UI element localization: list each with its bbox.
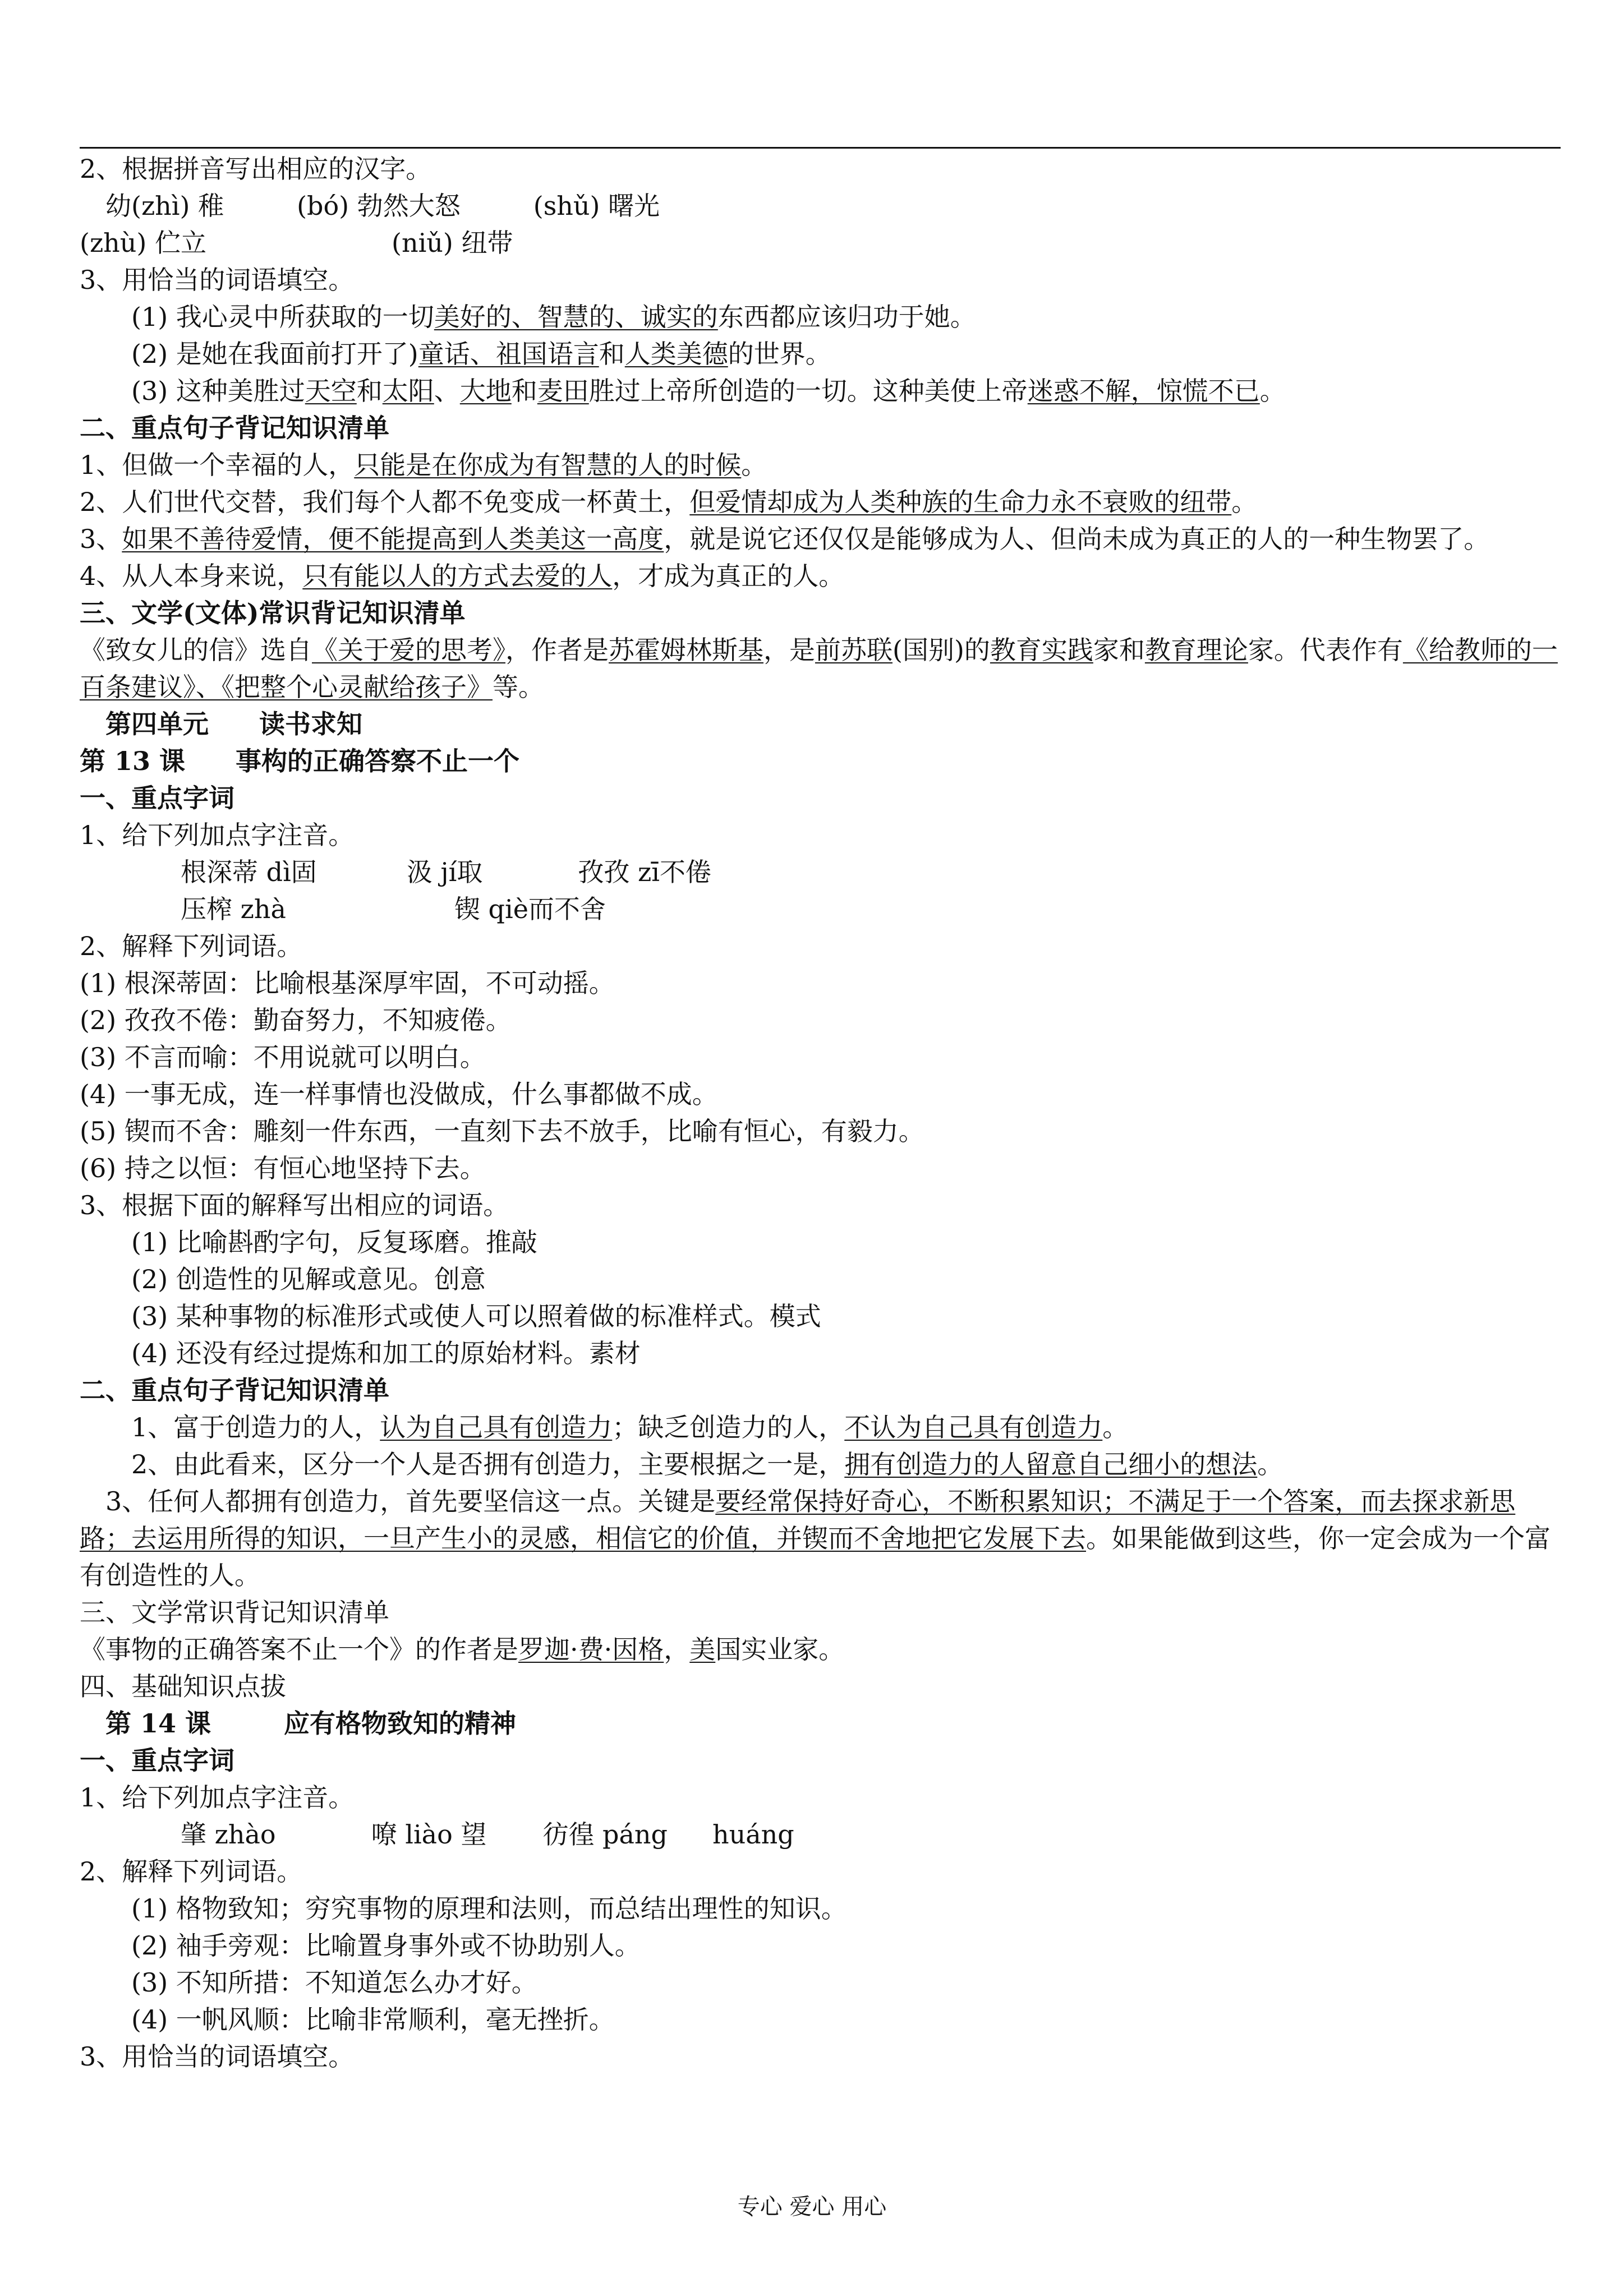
text: ， bbox=[664, 1634, 690, 1665]
answer: 苏霍姆林斯基 bbox=[609, 635, 763, 665]
definition-item: (5) 锲而不舍：雕刻一件东西，一直刻下去不放手，比喻有恒心，有毅力。 bbox=[80, 1116, 924, 1146]
text: ，作者是 bbox=[505, 635, 609, 665]
definition-item: (2) 孜孜不倦：勤奋努力，不知疲倦。 bbox=[80, 1005, 512, 1035]
answer: 太阳 bbox=[382, 376, 434, 406]
fill-item bbox=[80, 298, 1561, 335]
text: ，就是说它还仅仅是能够成为人、但尚未成为真正的人的一种生物罢了。 bbox=[664, 524, 1490, 554]
pinyin-item: 孜孜 zī不倦 bbox=[578, 857, 711, 887]
text: 《事物的正确答案不止一个》的作者是 bbox=[80, 1634, 518, 1665]
text: 的世界。 bbox=[728, 339, 831, 369]
pinyin-item: huáng bbox=[712, 1819, 794, 1850]
question-title: 3、用恰当的词语填空。 bbox=[80, 265, 355, 295]
answer: 只有能以人的方式去爱的人 bbox=[302, 561, 613, 591]
key-sentence bbox=[80, 1483, 1561, 1594]
lesson-number: 第 13 课 bbox=[80, 746, 186, 776]
question-title: 2、解释下列词语。 bbox=[80, 931, 303, 961]
text: 东西都应该归功于她。 bbox=[717, 302, 976, 332]
answer: 拥有创造力的人留意自己细小的想法 bbox=[844, 1449, 1258, 1479]
question-title: 2、解释下列词语。 bbox=[80, 1856, 303, 1887]
text: 。 bbox=[1257, 1449, 1283, 1479]
section-heading: 一、重点字词 bbox=[80, 1745, 234, 1776]
text: 国实业家。 bbox=[715, 1634, 845, 1665]
answer: 《给教师的一百条建议》、《把整个心灵献给孩子》 bbox=[80, 635, 1558, 702]
answer: 如果不善待爱情，便不能提高到人类美这一高度 bbox=[122, 524, 664, 554]
text: ，是 bbox=[763, 635, 815, 665]
key-sentence bbox=[80, 1446, 1561, 1483]
pinyin-item: 压榨 zhà bbox=[181, 894, 286, 924]
pinyin-item: (bó) 勃然大怒 bbox=[297, 191, 461, 221]
pinyin-item: 根深蒂 dì固 bbox=[181, 857, 317, 887]
text: 。 bbox=[1102, 1412, 1129, 1442]
text: 。 bbox=[1259, 376, 1286, 406]
text: (2) 是她在我面前打开了) bbox=[131, 339, 418, 369]
definition-item: (2) 袖手旁观：比喻置身事外或不协助别人。 bbox=[131, 1930, 641, 1961]
text: 、 bbox=[434, 376, 460, 406]
text: 胜过上帝所创造的一切。这种美使上帝 bbox=[588, 376, 1028, 406]
pinyin-item: 肇 zhào bbox=[181, 1819, 276, 1850]
lesson-name: 应有格物致知的精神 bbox=[284, 1708, 517, 1739]
answer: 认为自己具有创造力 bbox=[380, 1412, 613, 1442]
pinyin-item: 锲 qiè而不舍 bbox=[454, 894, 606, 924]
section-heading: 四、基础知识点拔 bbox=[80, 1671, 286, 1702]
definition-item: (6) 持之以恒：有恒心地坚持下去。 bbox=[80, 1153, 486, 1183]
pinyin-row bbox=[80, 891, 1561, 928]
literature-note bbox=[80, 1631, 1561, 1668]
definition-item: (3) 不知所措：不知道怎么办才好。 bbox=[131, 1967, 537, 1998]
document-body bbox=[80, 150, 1561, 2075]
question-title: 1、给下列加点字注音。 bbox=[80, 820, 355, 850]
pinyin-item: 嘹 liào 望 bbox=[371, 1819, 487, 1850]
definition-item: (3) 不言而喻：不用说就可以明白。 bbox=[80, 1042, 486, 1072]
answer: 美 bbox=[689, 1634, 716, 1665]
lesson-name: 事构的正确答察不止一个 bbox=[236, 746, 520, 776]
page-footer: 专心 爱心 用心 bbox=[737, 2194, 887, 2220]
key-sentence bbox=[80, 557, 1561, 594]
answer: 教育理论 bbox=[1144, 635, 1248, 665]
word-item: (2) 创造性的见解或意见。创意 bbox=[131, 1264, 486, 1294]
text: 家和 bbox=[1093, 635, 1145, 665]
pinyin-item: (shǔ) 曙光 bbox=[533, 191, 660, 221]
section-heading: 三、文学(文体)常识背记知识清单 bbox=[80, 598, 466, 628]
text: (国别)的 bbox=[892, 635, 990, 665]
pinyin-row bbox=[80, 854, 1561, 891]
answer: 人类美德 bbox=[624, 339, 728, 369]
lesson-title bbox=[80, 1705, 1561, 1742]
answer: 不认为自己具有创造力 bbox=[844, 1412, 1103, 1442]
answer: 大地 bbox=[459, 376, 512, 406]
text: 和 bbox=[599, 339, 625, 369]
text: 。 bbox=[1231, 487, 1258, 517]
answer: 迷惑不解，惊慌不已 bbox=[1027, 376, 1260, 406]
answer: 但爱情却成为人类种族的生命力永不衰败的纽带 bbox=[689, 487, 1232, 517]
text: 。如果能做到这些，你一定会成为一个富有创造性的人。 bbox=[80, 1523, 1551, 1590]
text: ；缺乏创造力的人， bbox=[612, 1412, 845, 1442]
answer: 教育实践 bbox=[990, 635, 1093, 665]
answer: 童话、祖国语言 bbox=[418, 339, 599, 369]
definition-item: (1) 格物致知；穷究事物的原理和法则，而总结出理性的知识。 bbox=[131, 1893, 847, 1924]
answer: 罗迦·费·因格 bbox=[518, 1634, 664, 1665]
key-sentence bbox=[80, 520, 1561, 557]
lesson-title bbox=[80, 743, 1561, 780]
section-heading: 二、重点句子背记知识清单 bbox=[80, 413, 389, 443]
answer: 美好的、智慧的、诚实的 bbox=[434, 302, 718, 332]
word-item: (1) 比喻斟酌字句，反复琢磨。推敲 bbox=[131, 1227, 537, 1257]
unit-title bbox=[80, 706, 1561, 743]
text: 3、 bbox=[80, 524, 122, 554]
text: 2、由此看来，区分一个人是否拥有创造力，主要根据之一是， bbox=[131, 1449, 845, 1479]
answer: 前苏联 bbox=[815, 635, 892, 665]
question-title: 1、给下列加点字注音。 bbox=[80, 1782, 355, 1813]
key-sentence bbox=[80, 1409, 1561, 1446]
pinyin-item: 汲 jí取 bbox=[406, 857, 483, 887]
pinyin-row bbox=[80, 1816, 1561, 1853]
fill-item bbox=[80, 335, 1561, 372]
pinyin-row bbox=[80, 224, 1561, 261]
section-heading: 二、重点句子背记知识清单 bbox=[80, 1375, 389, 1405]
answer: 要经常保持好奇心，不断积累知识；不满足于一个答案，而去探求新思路；去运用所得的知识，一旦产生小的灵感，相信它的价值，并锲而不舍地把它发展下去 bbox=[80, 1486, 1516, 1553]
answer: 只能是在你成为有智慧的人的时候 bbox=[354, 450, 742, 480]
text: 2、人们世代交替，我们每个人都不免变成一杯黄土， bbox=[80, 487, 690, 517]
pinyin-item: (zhù) 伫立 bbox=[80, 228, 207, 258]
pinyin-item: (niǔ) 纽带 bbox=[392, 228, 513, 258]
lesson-number: 第 14 课 bbox=[105, 1708, 211, 1739]
text: 。 bbox=[741, 450, 767, 480]
key-sentence bbox=[80, 446, 1561, 483]
header-rule bbox=[80, 147, 1561, 149]
text: 3、任何人都拥有创造力，首先要坚信这一点。关键是 bbox=[105, 1486, 716, 1516]
text: 和 bbox=[356, 376, 383, 406]
question-title: 3、用恰当的词语填空。 bbox=[80, 2041, 355, 2072]
section-heading: 三、文学常识背记知识清单 bbox=[80, 1597, 389, 1628]
pinyin-item: 幼(zhì) 稚 bbox=[105, 191, 224, 221]
fill-item bbox=[80, 372, 1561, 409]
answer: 天空 bbox=[305, 376, 357, 406]
unit-name: 读书求知 bbox=[259, 709, 362, 739]
section-heading: 一、重点字词 bbox=[80, 783, 234, 813]
word-item: (3) 某种事物的标准形式或使人可以照着做的标准样式。模式 bbox=[131, 1301, 821, 1331]
text: 1、但做一个幸福的人， bbox=[80, 450, 355, 480]
definition-item: (4) 一事无成，连一样事情也没做成，什么事都做不成。 bbox=[80, 1079, 718, 1109]
question-title: 3、根据下面的解释写出相应的词语。 bbox=[80, 1190, 509, 1220]
text: 《致女儿的信》选自 bbox=[80, 635, 312, 665]
text: 1、富于创造力的人， bbox=[131, 1412, 380, 1442]
pinyin-item: 彷徨 páng bbox=[542, 1819, 668, 1850]
answer: 麦田 bbox=[537, 376, 589, 406]
text: (3) 这种美胜过 bbox=[131, 376, 305, 406]
text: 家。代表作有 bbox=[1248, 635, 1403, 665]
answer: 《关于爱的思考》 bbox=[312, 635, 505, 665]
definition-item: (4) 一帆风顺：比喻非常顺利，毫无挫折。 bbox=[131, 2004, 615, 2035]
pinyin-row bbox=[80, 187, 1561, 224]
text: 等。 bbox=[493, 672, 544, 702]
key-sentence bbox=[80, 483, 1561, 520]
literature-note bbox=[80, 631, 1561, 706]
text: ，才成为真正的人。 bbox=[612, 561, 845, 591]
text: 和 bbox=[511, 376, 537, 406]
text: (1) 我心灵中所获取的一切 bbox=[131, 302, 434, 332]
question-title: 2、根据拼音写出相应的汉字。 bbox=[80, 154, 432, 184]
word-item: (4) 还没有经过提炼和加工的原始材料。素材 bbox=[131, 1338, 641, 1368]
unit-number: 第四单元 bbox=[105, 709, 209, 739]
text: 4、从人本身来说， bbox=[80, 561, 303, 591]
definition-item: (1) 根深蒂固：比喻根基深厚牢固，不可动摇。 bbox=[80, 968, 615, 998]
